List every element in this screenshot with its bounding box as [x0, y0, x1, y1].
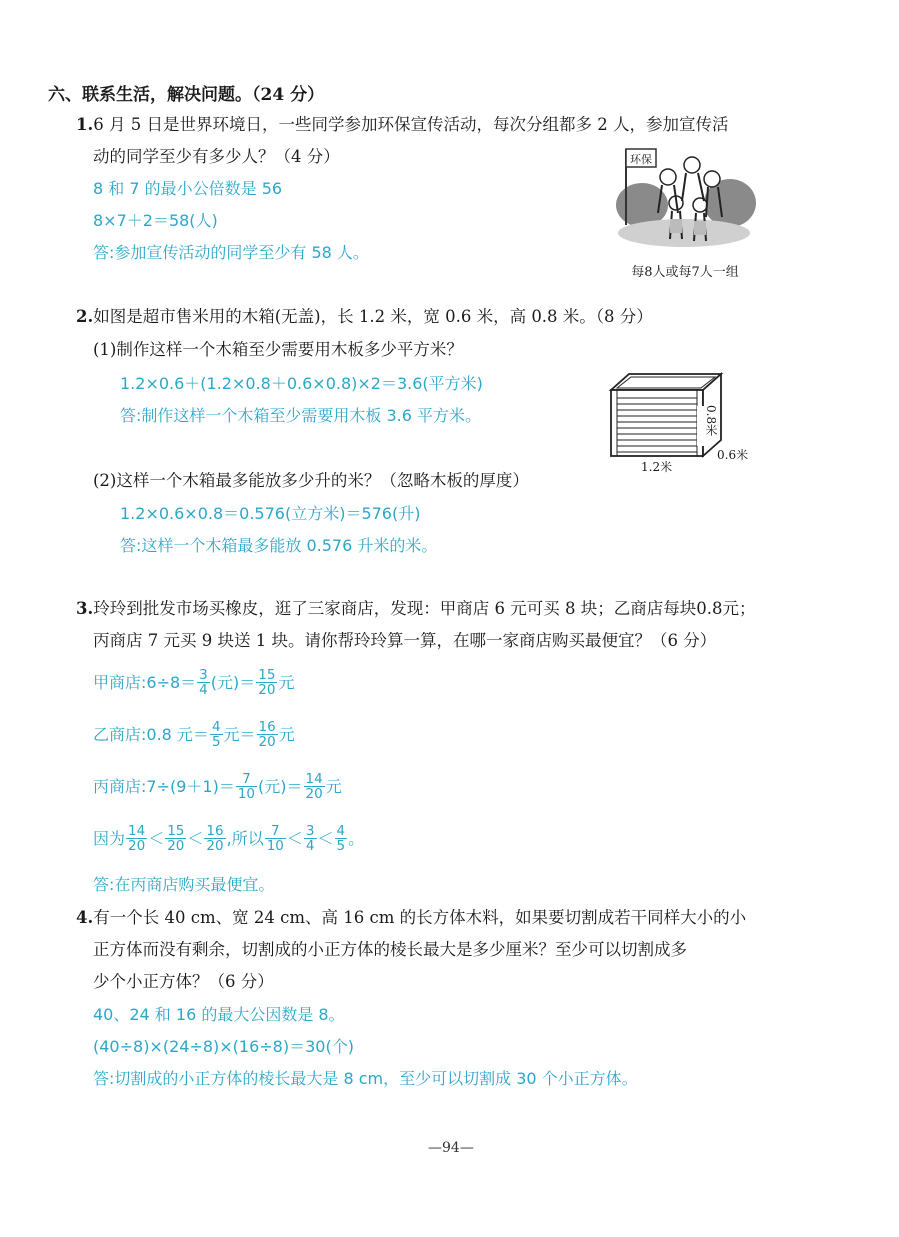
q3-bing-frac1-num: 7 [236, 772, 257, 787]
q2-number: 2. [76, 307, 94, 326]
q3-because-pre: 因为 [93, 828, 126, 848]
q3-jia [93, 668, 294, 697]
q4-answer-1: 40、24 和 16 的最大公因数是 8。 [93, 1005, 345, 1024]
q3-line2: 丙商店 7 元买 9 块送 1 块。请你帮玲玲算一算，在哪一家商店购买最便宜？（6 分） [93, 631, 717, 650]
q3-yi [93, 720, 295, 749]
q3-frac-d-num: 7 [265, 824, 286, 839]
q2-line1 [76, 307, 653, 327]
q2-box-figure [605, 370, 755, 480]
q3-bing-frac2-num: 14 [305, 771, 323, 787]
q1-figure-caption: 每8人或每7人一组 [631, 265, 739, 280]
q4-answer-3: 答:切割成的小正方体的棱长最大是 8 cm，至少可以切割成 30 个小正方体。 [93, 1069, 638, 1088]
q3-answer: 答:在丙商店购买最便宜。 [93, 875, 275, 894]
q3-frac-b-num: 15 [167, 823, 185, 839]
section-title: 六、联系生活，解决问题。（24 分） [48, 85, 325, 105]
q3-lt-3: ＜ [286, 828, 303, 848]
q1-answer-1: 8 和 7 的最小公倍数是 56 [93, 179, 283, 198]
q3-text-1: 玲玲到批发市场买橡皮，逛了三家商店，发现：甲商店 6 元可买 8 块；乙商店每块0.8元； [93, 599, 756, 618]
q3-jia-frac1 [197, 668, 210, 697]
q3-lt-1: ＜ [148, 828, 165, 848]
q2-text-1: 如图是超市售米用的木箱(无盖)，长 1.2 米，宽 0.6 米，高 0.8 米。（8 分） [93, 307, 653, 326]
q3-jia-frac1-num: 3 [199, 667, 208, 683]
q3-frac-e [304, 824, 317, 853]
q3-frac-c-den: 20 [206, 838, 224, 854]
q1-number: 1. [76, 115, 94, 134]
q2-sub2: (2)这样一个木箱最多能放多少升的米？（忽略木板的厚度） [93, 471, 529, 490]
flag-text: 环保 [630, 153, 652, 166]
q3-jia-frac2-num: 15 [258, 667, 276, 683]
q3-frac-c-num: 16 [206, 823, 224, 839]
q3-jia-pre: 甲商店:6÷8＝ [93, 672, 197, 692]
q2-width-label: 0.6米 [717, 448, 749, 462]
q4-answer-2: (40÷8)×(24÷8)×(16÷8)＝30(个) [93, 1037, 354, 1056]
q2-sub1: (1)制作这样一个木箱至少需要用木板多少平方米？ [93, 340, 463, 359]
q3-bing-frac1-den: 10 [237, 786, 256, 802]
q2-length-label: 1.2米 [641, 460, 673, 474]
q4-text-1: 有一个长 40 cm、宽 24 cm、高 16 cm 的长方体木料，如果要切割成若干同样大小的小 [93, 908, 747, 927]
q3-jia-post: 元 [278, 672, 295, 692]
q3-bing-frac1 [236, 772, 257, 801]
q1-illustration [612, 143, 758, 280]
q3-frac-e-num: 3 [305, 823, 315, 839]
q3-frac-a-den: 20 [128, 838, 146, 854]
children-group-icon [612, 143, 758, 255]
q4-line1 [76, 908, 746, 928]
q3-frac-f [335, 824, 348, 853]
q3-frac-a [126, 824, 147, 853]
q3-yi-pre: 乙商店:0.8 元＝ [93, 724, 209, 744]
q2-ans2-1: 1.2×0.6×0.8＝0.576(立方米)＝576(升) [120, 504, 421, 523]
q3-frac-a-num: 14 [128, 823, 146, 839]
q3-number: 3. [76, 599, 94, 618]
q3-bing-pre: 丙商店:7÷(9＋1)＝ [93, 776, 235, 796]
q3-yi-frac1 [210, 720, 223, 749]
q3-frac-c [204, 824, 225, 853]
q2-ans1-1: 1.2×0.6＋(1.2×0.8＋0.6×0.8)×2＝3.6(平方米) [120, 374, 483, 393]
q2-ans1-2: 答:制作这样一个木箱至少需要用木板 3.6 平方米。 [120, 406, 482, 425]
q3-frac-f-den: 5 [336, 838, 346, 854]
q3-yi-frac2-den: 20 [258, 734, 276, 750]
q3-yi-mid: 元＝ [223, 724, 256, 744]
q3-bing [93, 772, 342, 801]
q3-frac-e-den: 4 [305, 838, 315, 854]
q3-bing-post: 元 [325, 776, 342, 796]
q1-line2: 动的同学至少有多少人？（4 分） [93, 147, 340, 166]
q3-yi-post: 元 [278, 724, 295, 744]
q3-jia-frac2 [256, 668, 277, 697]
q3-jia-mid: (元)＝ [210, 672, 256, 692]
q3-yi-frac2 [257, 720, 278, 749]
q1-answer-3: 答:参加宣传活动的同学至少有 58 人。 [93, 243, 369, 262]
q2-ans2-2: 答:这样一个木箱最多能放 0.576 升米的米。 [120, 536, 438, 555]
q3-because [93, 824, 364, 853]
q3-line1 [76, 599, 755, 619]
q3-frac-d-den: 10 [266, 838, 284, 854]
q3-frac-b-den: 20 [167, 838, 185, 854]
q1-answer-2: 8×7＋2＝58(人) [93, 211, 218, 230]
q3-bing-frac2 [304, 772, 325, 801]
q3-lt-4: ＜ [317, 828, 334, 848]
page-number: —94— [428, 1140, 474, 1156]
q3-bing-mid: (元)＝ [258, 776, 303, 796]
q3-yi-frac2-num: 16 [258, 719, 276, 735]
q4-line3: 少个小正方体？（6 分） [93, 972, 274, 991]
q3-bing-frac2-den: 20 [305, 786, 323, 802]
q3-frac-f-num: 4 [336, 823, 346, 839]
q4-number: 4. [76, 908, 94, 927]
q3-jia-frac1-den: 4 [199, 682, 208, 698]
q2-height-label: 0.8米 [704, 405, 718, 437]
q3-frac-b [165, 824, 186, 853]
wooden-box-icon [605, 370, 755, 480]
q3-because-end: 。 [348, 828, 365, 848]
q1-text-1: 6 月 5 日是世界环境日，一些同学参加环保宣传活动，每次分组都多 2 人，参加宣传活 [93, 115, 729, 134]
q4-line2: 正方体而没有剩余，切割成的小正方体的棱长最大是多少厘米？至少可以切割成多 [93, 940, 687, 959]
q1-line1 [76, 115, 728, 135]
q3-so: ,所以 [226, 828, 264, 848]
q3-lt-2: ＜ [187, 828, 204, 848]
q3-yi-frac1-num: 4 [211, 719, 221, 735]
q3-yi-frac1-den: 5 [211, 734, 221, 750]
q3-jia-frac2-den: 20 [258, 682, 276, 698]
q3-frac-d [265, 824, 286, 853]
